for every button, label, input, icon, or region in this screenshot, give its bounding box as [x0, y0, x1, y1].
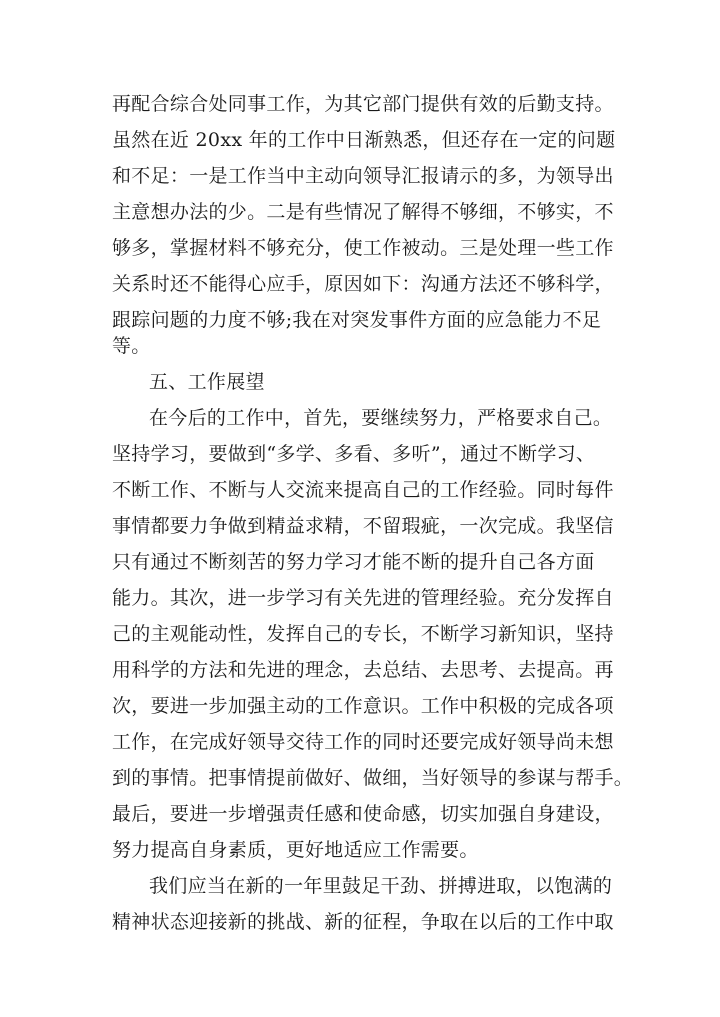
- text-line: 次，要进一步加强主动的工作意识。工作中积极的完成各项: [112, 695, 614, 717]
- text-line: 我们应当在新的一年里鼓足干劲、拼搏进取，以饱满的: [149, 875, 613, 897]
- text-line: 能力。其次，进一步学习有关先进的管理经验。充分发挥自: [112, 587, 614, 609]
- text-line: 再配合综合处同事工作，为其它部门提供有效的后勤支持。: [112, 93, 614, 115]
- text-line: 坚持学习，要做到“多学、多看、多听”，通过不断学习、: [112, 443, 596, 465]
- section-heading: 五、工作展望: [149, 371, 265, 393]
- text-line: 不断工作、不断与人交流来提高自己的工作经验。同时每件: [112, 479, 614, 501]
- text-line: 在今后的工作中，首先，要继续努力，严格要求自己。: [149, 407, 613, 429]
- text-line: 事情都要力争做到精益求精，不留瑕疵，一次完成。我坚信: [112, 515, 614, 537]
- text-line: 用科学的方法和先进的理念，去总结、去思考、去提高。再: [112, 659, 614, 681]
- text-line: 虽然在近 20xx 年的工作中日渐熟悉，但还存在一定的问题: [112, 129, 616, 151]
- text-line: 和不足：一是工作当中主动向领导汇报请示的多，为领导出: [112, 165, 614, 187]
- text-line: 己的主观能动性，发挥自己的专长，不断学习新知识，坚持: [112, 623, 614, 645]
- text-line: 最后，要进一步增强责任感和使命感，切实加强自身建设，: [112, 803, 614, 825]
- text-line: 只有通过不断刻苦的努力学习才能不断的提升自己各方面: [112, 551, 595, 573]
- text-line: 跟踪问题的力度不够;我在对突发事件方面的应急能力不足: [112, 309, 602, 331]
- text-line: 工作，在完成好领导交待工作的同时还要完成好领导尚未想: [112, 731, 614, 753]
- text-line: 到的事情。把事情提前做好、做细，当好领导的参谋与帮手。: [112, 767, 634, 789]
- text-line: 等。: [112, 335, 151, 357]
- text-line: 够多，掌握材料不够充分，使工作被动。三是处理一些工作: [112, 237, 614, 259]
- text-line: 关系时还不能得心应手，原因如下：沟通方法还不够科学，: [112, 273, 614, 295]
- text-line: 精神状态迎接新的挑战、新的征程，争取在以后的工作中取: [112, 911, 614, 933]
- text-line: 主意想办法的少。二是有些情况了解得不够细，不够实，不: [112, 201, 614, 223]
- text-line: 努力提高自身素质，更好地适应工作需要。: [112, 839, 479, 861]
